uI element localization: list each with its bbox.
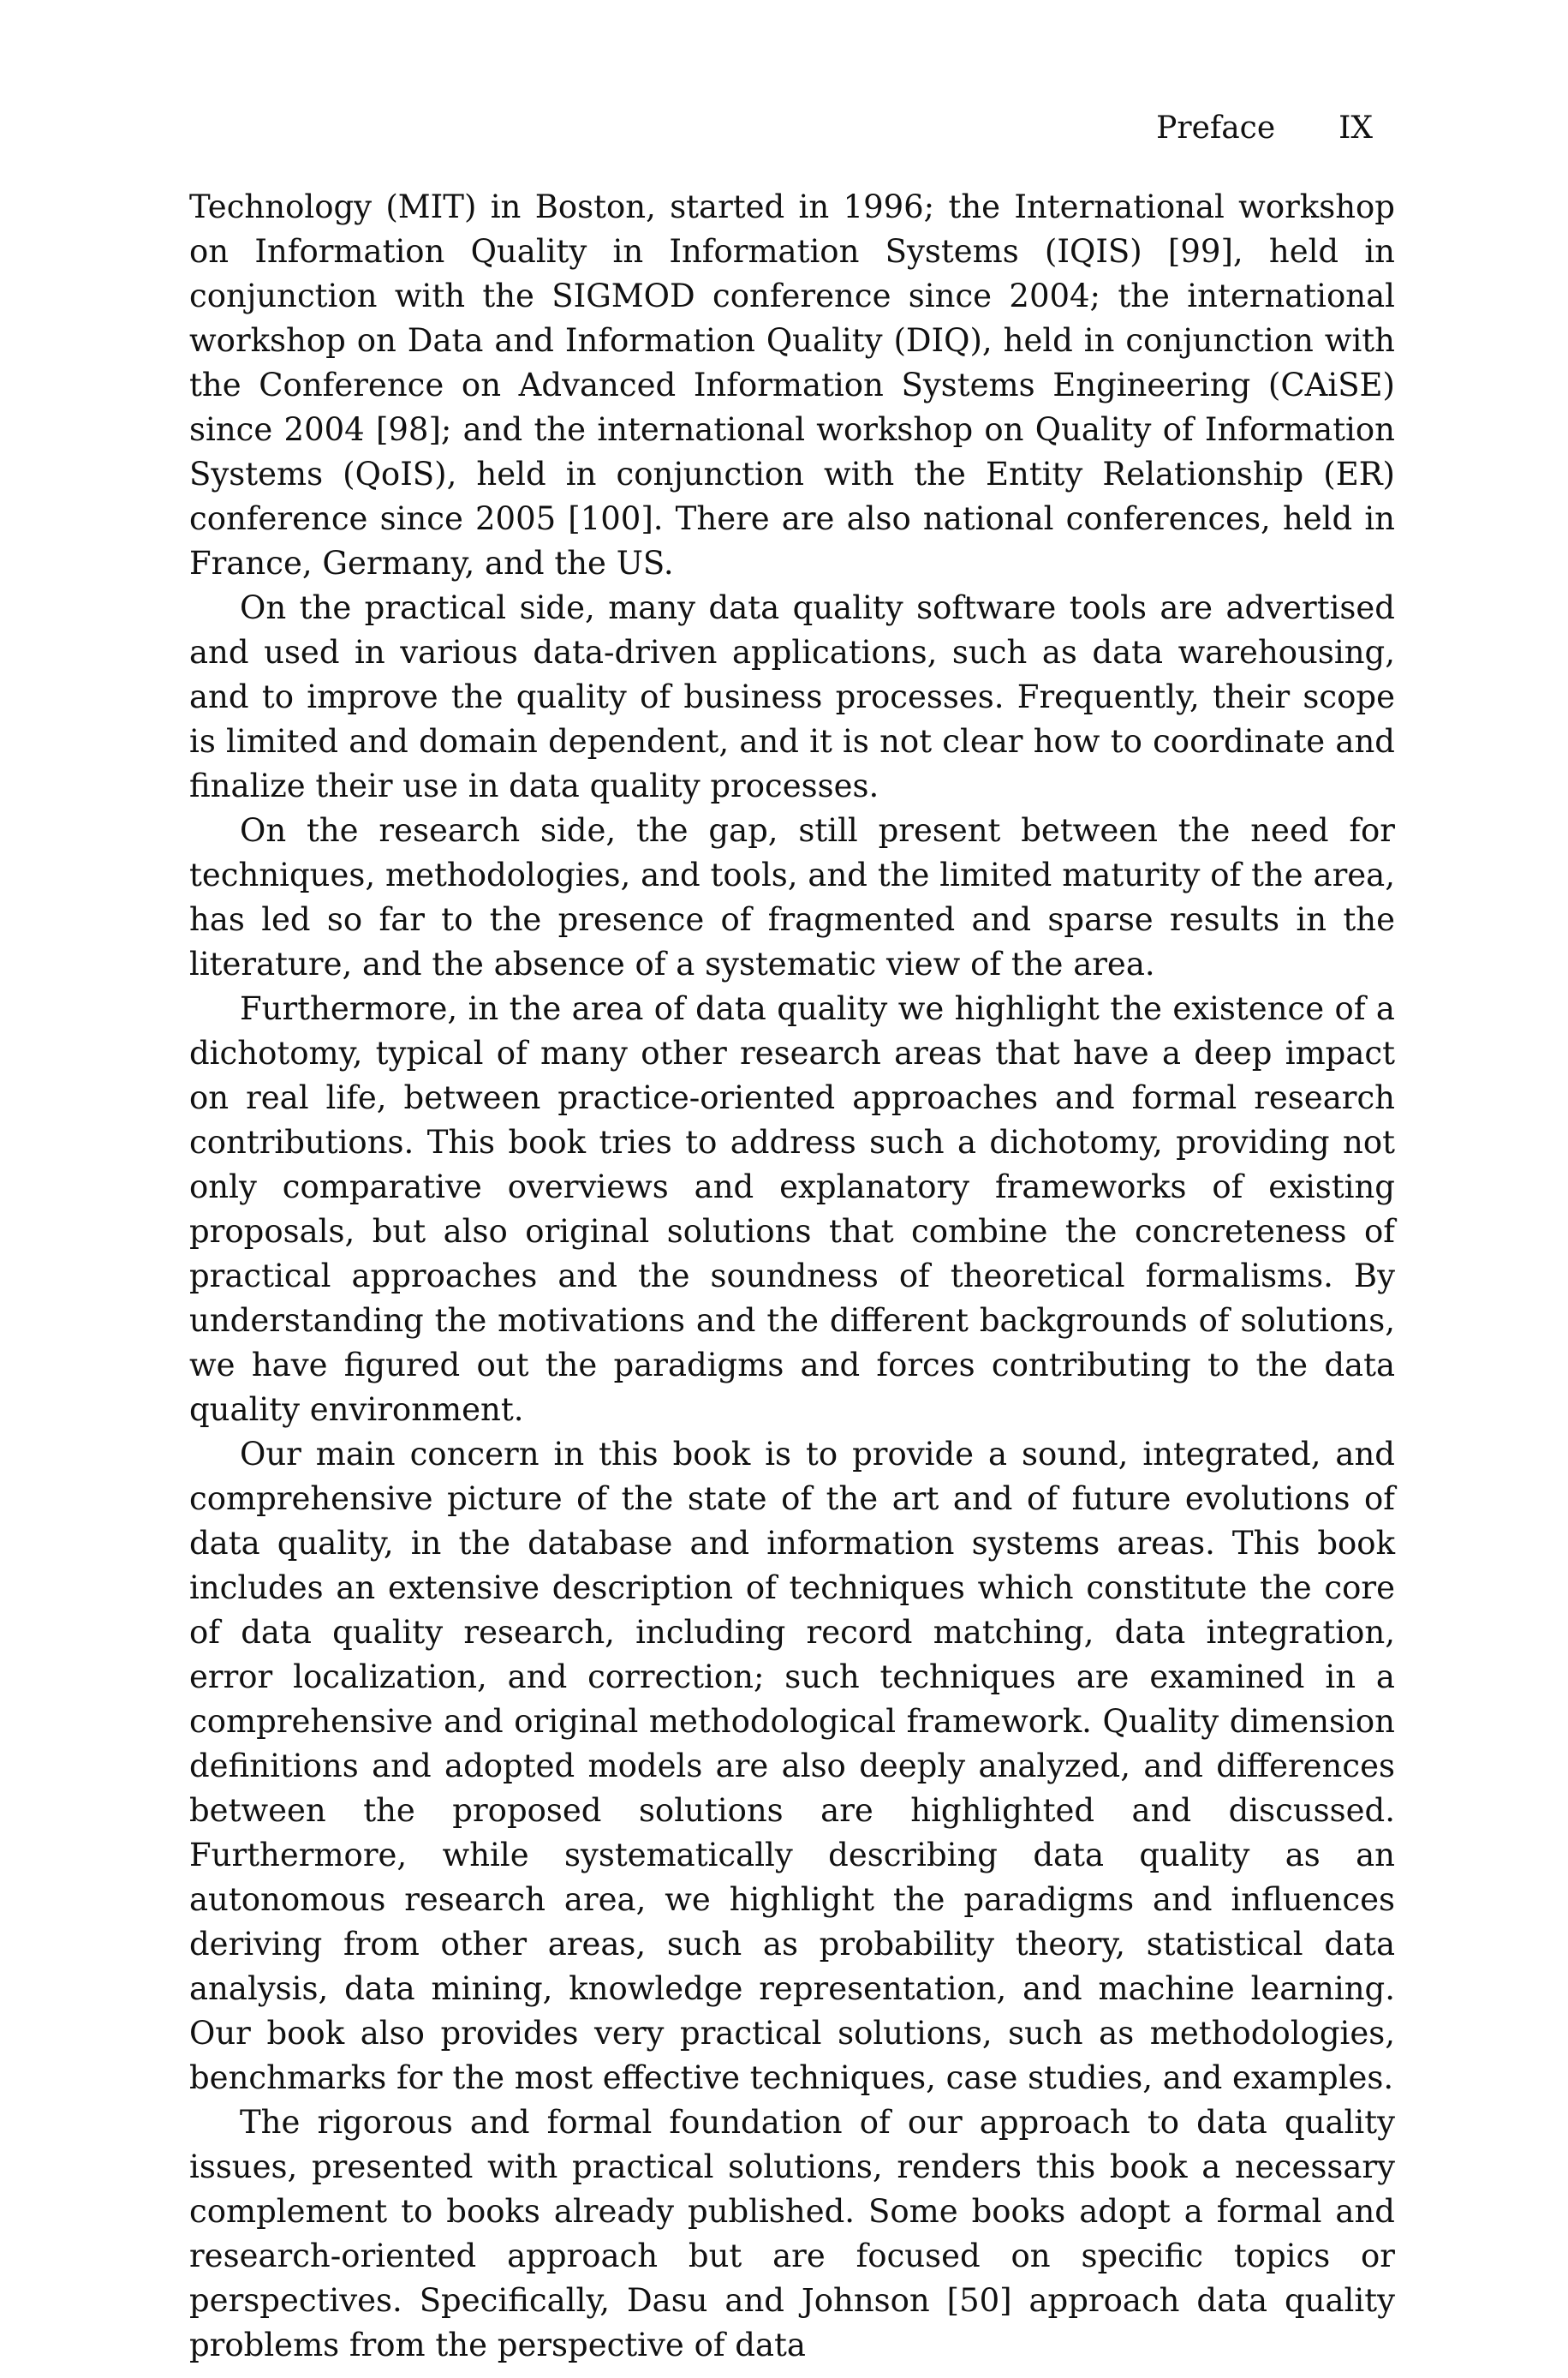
paragraph: On the practical side, many data quality software tools are advertised and used in various data-driven applications, such as data warehousing, and to improve the quality of business processes. Frequently, their scope is limited and domain dependent, and it is not clear how to coordinate and finalize their use in data quality processes.	[189, 589, 1395, 804]
section-title: Preface	[1156, 111, 1276, 146]
paragraph: Furthermore, in the area of data quality we highlight the existence of a dichotomy, typical of many other research areas that have a deep impact on real life, between practice-oriented approaches and formal research contributions. This book tries to address such a dichotomy, providing not only comparative overviews and explanatory frameworks of existing proposals, but also original solutions that combine the concreteness of practical approaches and the soundness of theoretical formalisms. By understanding the motivations and the different backgrounds of solutions, we have figured out the paradigms and forces contributing to the data quality environment.	[189, 990, 1395, 1428]
page-number: IX	[1338, 111, 1373, 146]
running-head	[1156, 110, 1373, 147]
paragraph: On the research side, the gap, still present between the need for techniques, methodologies, and tools, and the limited maturity of the area, has led so far to the presence of fragmented and sparse results in the literature, and the absence of a systematic view of the area.	[189, 812, 1395, 983]
body-text	[189, 185, 1395, 2368]
paragraph: Our main concern in this book is to provide a sound, integrated, and comprehensive picture of the state of the art and of future evolutions of data quality, in the database and information systems areas. This book includes an extensive description of techniques which constitute the core of data quality research, including record matching, data integration, error localization, and correction; such techniques are examined in a comprehensive and original methodological framework. Quality dimension definitions and adopted models are also deeply analyzed, and differences between the proposed solutions are highlighted and discussed. Furthermore, while systematically describing data quality as an autonomous research area, we highlight the paradigms and influences deriving from other areas, such as probability theory, statistical data analysis, data mining, knowledge representation, and machine learning. Our book also provides very practical solutions, such as methodologies, benchmarks for the most effective techniques, case studies, and examples.	[189, 1436, 1395, 2096]
paragraph: The rigorous and formal foundation of our approach to data quality issues, presented with practical solutions, renders this book a necessary complement to books already published. Some books adopt a formal and research-oriented approach but are focused on specific topics or perspectives. Specifically, Dasu and Johnson [50] approach data quality problems from the perspective of data	[189, 2104, 1395, 2363]
paragraph: Technology (MIT) in Boston, started in 1996; the International workshop on Information Quality in Information Systems (IQIS) [99], held in conjunction with the SIGMOD conference since 2004; the international workshop on Data and Information Quality (DIQ), held in conjunction with the Conference on Advanced Information Systems Engineering (CAiSE) since 2004 [98]; and the international workshop on Quality of Information Systems (QoIS), held in conjunction with the Entity Relationship (ER) conference since 2005 [100]. There are also national conferences, held in France, Germany, and the US.	[189, 188, 1395, 582]
